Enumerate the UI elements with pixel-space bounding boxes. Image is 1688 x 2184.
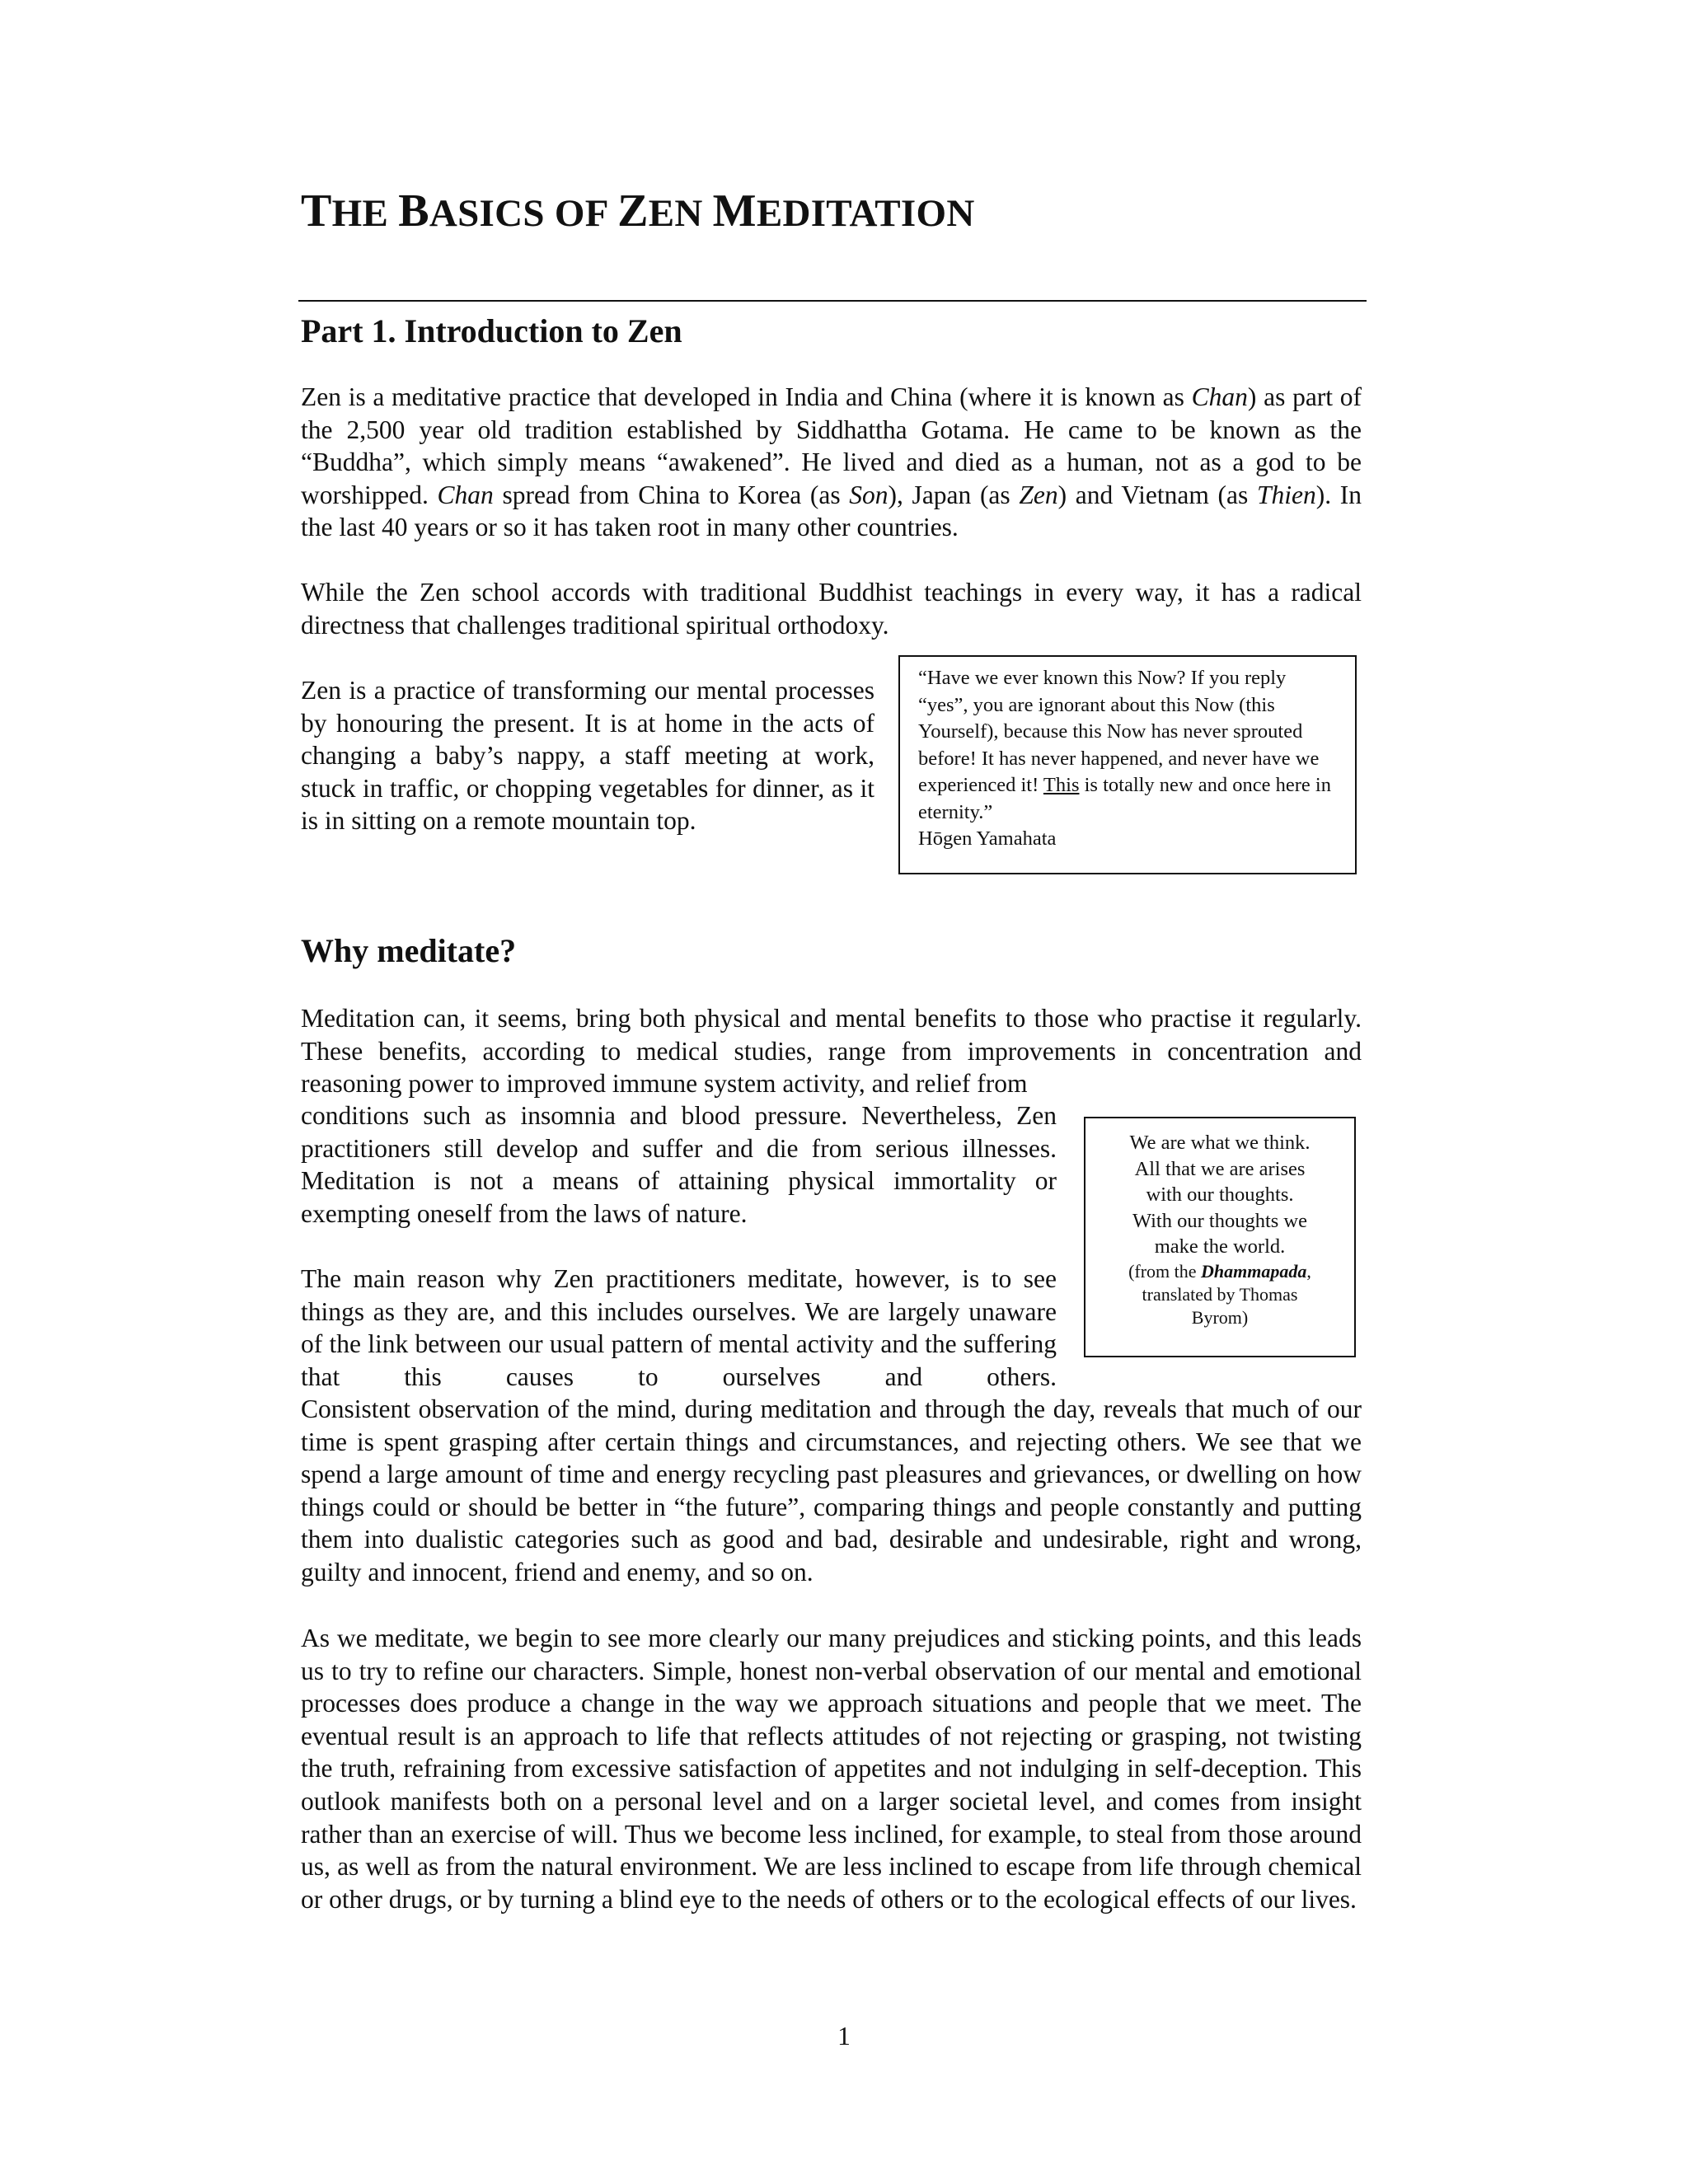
- part1-paragraph-2: While the Zen school accords with traditional Buddhist teachings in every way, it has a radical directness that challenges traditional spiritual orthodoxy.: [301, 578, 1362, 640]
- title-divider: [298, 300, 1367, 302]
- part1-heading: Part 1. Introduction to Zen: [301, 312, 682, 349]
- why-paragraph-2-wrap: The main reason why Zen practitioners meditate, however, is to see things as they are, and this includes ourselves. We are largely unaware of the link between our usual pattern of mental activity and the suffering that this causes to ourselves and others.: [301, 1264, 1057, 1391]
- why-paragraph-1-wrap: conditions such as insomnia and blood pressure. Nevertheless, Zen practitioners still develop and suffer and die from serious illnesses. Meditation is not a means of attaining physical immortality or exempting oneself from the laws of nature.: [301, 1101, 1057, 1228]
- dhammapada-line-4: With our thoughts we: [1132, 1209, 1307, 1232]
- yamahata-quote-author: Hōgen Yamahata: [918, 827, 1057, 850]
- why-paragraph-3: As we meditate, we begin to see more clearly our many prejudices and sticking points, and this leads us to try to refine our characters. Simple, honest non-verbal observation of our mental and emotional processes does produce a change in the way we approach situations and people that we meet. The eventual result is an approach to life that reflects attitudes of not rejecting or grasping, not twisting the truth, refraining from excessive satisfaction of appetites and not indulging in self-deception. This outlook manifests both on a personal level and on a larger societal level, and comes from insight rather than an exercise of will. Thus we become less inclined, for example, to steal from those around us, as well as from the natural environment. We are less inclined to escape from life through chemical or other drugs, or by turning a blind eye to the needs of others or to the ecological effects of our lives.: [301, 1624, 1362, 1914]
- part1-paragraph-3: Zen is a practice of transforming our mental processes by honouring the present. It is at home in the acts of changing a baby’s nappy, a staff meeting at work, stuck in traffic, or chopping vegetables for dinner, as it is in sitting on a remote mountain top.: [301, 676, 874, 836]
- why-meditate-heading: Why meditate?: [301, 932, 517, 969]
- page-number: 1: [837, 2022, 851, 2050]
- dhammapada-translator-name: Byrom): [1191, 1306, 1249, 1328]
- document-title: THE BASICS OF ZEN MEDITATION: [301, 185, 975, 237]
- part1-paragraph-1: Zen is a meditative practice that developed in India and China (where it is known as Chan) as part of the 2,500 year old tradition established by Siddhattha Gotama. He came to be known as the “Buddha”, which simply means “awakened”. He lived and died as a human, not as a god to be worshipped. Chan spread from China to Korea (as Son), Japan (as Zen) and Vietnam (as Thien). In the last 40 years or so it has taken root in many other countries.: [301, 382, 1362, 542]
- yamahata-quote-text: “Have we ever known this Now? If you reply “yes”, you are ignorant about this Now (this Yourself), because this Now has never sprouted before! It has never happened, and never have we experienced it! This is totally new and once here in eternity.”: [918, 667, 1331, 823]
- dhammapada-line-3: with our thoughts.: [1146, 1183, 1294, 1206]
- dhammapada-line-5: make the world.: [1154, 1235, 1286, 1258]
- dhammapada-source: (from the Dhammapada,: [1128, 1260, 1311, 1282]
- dhammapada-line-1: We are what we think.: [1129, 1132, 1311, 1154]
- dhammapada-line-2: All that we are arises: [1134, 1157, 1306, 1180]
- yamahata-quote-box: [898, 655, 1357, 874]
- dhammapada-quote-box: [1084, 1117, 1356, 1357]
- why-paragraph-1-top: Meditation can, it seems, bring both physical and mental benefits to those who practise it regularly. These benefits, according to medical studies, range from improvements in concentration and reasoning power to improved immune system activity, and relief from: [301, 1004, 1362, 1099]
- why-paragraph-2-continued: Consistent observation of the mind, during meditation and through the day, reveals that much of our time is spent grasping after certain things and circumstances, and rejecting others. We see that we spend a large amount of time and energy recycling past pleasures and grievances, or dwelling on how things could or should be better in “the future”, comparing things and people constantly and putting them into dualistic categories such as good and bad, desirable and undesirable, right and wrong, guilty and innocent, friend and enemy, and so on.: [301, 1394, 1362, 1586]
- dhammapada-translator: translated by Thomas: [1142, 1283, 1298, 1305]
